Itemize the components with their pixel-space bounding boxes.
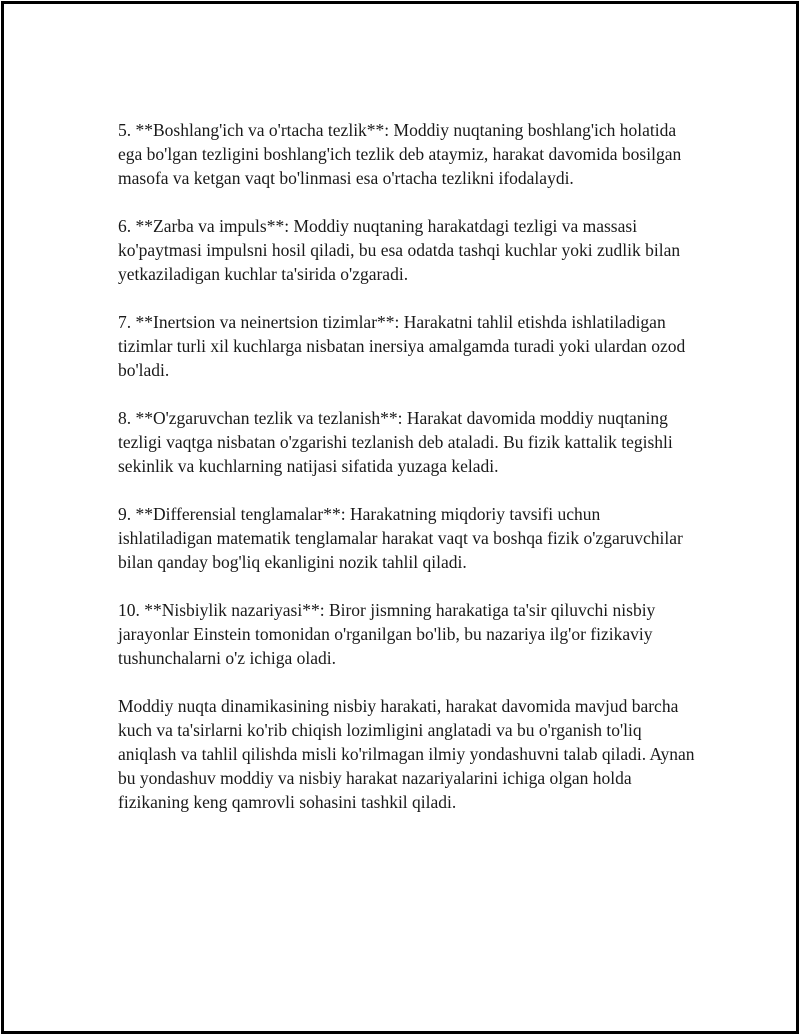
paragraph-item-9: 9. **Differensial tenglamalar**: Harakatning miqdoriy tavsifi uchun ishlatiladigan matematik tenglamalar harakat vaqt va boshqa fizik o'zgaruvchilar bilan qanday bog'liq ekanligini nozik tahlil qiladi. — [118, 504, 683, 572]
paragraph-item-5: 5. **Boshlang'ich va o'rtacha tezlik**: Moddiy nuqtaning boshlang'ich holatida ega bo'lgan tezligini boshlang'ich tezlik deb ataymiz, harakat davomida bosilgan masofa va ketgan vaqt bo'linmasi esa o'rtacha tezlikni ifodalaydi. — [118, 120, 682, 188]
paragraph-item-6: 6. **Zarba va impuls**: Moddiy nuqtaning harakatdagi tezligi va massasi ko'paytmasi impulsni hosil qiladi, bu esa odatda tashqi kuchlar yoki zudlik bilan yetkaziladigan kuchlar ta'sirida o'zgaradi. — [118, 216, 681, 284]
paragraph-item-10: 10. **Nisbiylik nazariyasi**: Biror jismning harakatiga ta'sir qiluvchi nisbiy jarayonlar Einstein tomonidan o'rganilgan bo'lib, bu nazariya ilg'or fizikaviy tushunchalarni o'z ichiga oladi. — [118, 600, 656, 668]
paragraph-item-7: 7. **Inertsion va neinertsion tizimlar**: Harakatni tahlil etishda ishlatiladigan tizimlar turli xil kuchlarga nisbatan inersiya amalgamda turadi yoki ulardan ozod bo'ladi. — [118, 312, 686, 380]
paragraph-conclusion: Moddiy nuqta dinamikasining nisbiy harakati, harakat davomida mavjud barcha kuch va ta'sirlarni ko'rib chiqish lozimligini anglatadi va bu o'rganish to'liq aniqlash va tahlil qilishda misli ko'rilmagan ilmiy yondashuvni talab qiladi. Aynan bu yondashuv moddiy va nisbiy harakat nazariyalarini ichiga olgan holda fizikaning keng qamrovli sohasini tashkil qiladi. — [118, 696, 695, 812]
paragraph-item-8: 8. **O'zgaruvchan tezlik va tezlanish**: Harakat davomida moddiy nuqtaning tezligi vaqtga nisbatan o'zgarishi tezlanish deb ataladi. Bu fizik kattalik tegishli sekinlik va kuchlarning natijasi sifatida yuzaga keladi. — [118, 408, 673, 476]
document-body — [118, 118, 698, 838]
